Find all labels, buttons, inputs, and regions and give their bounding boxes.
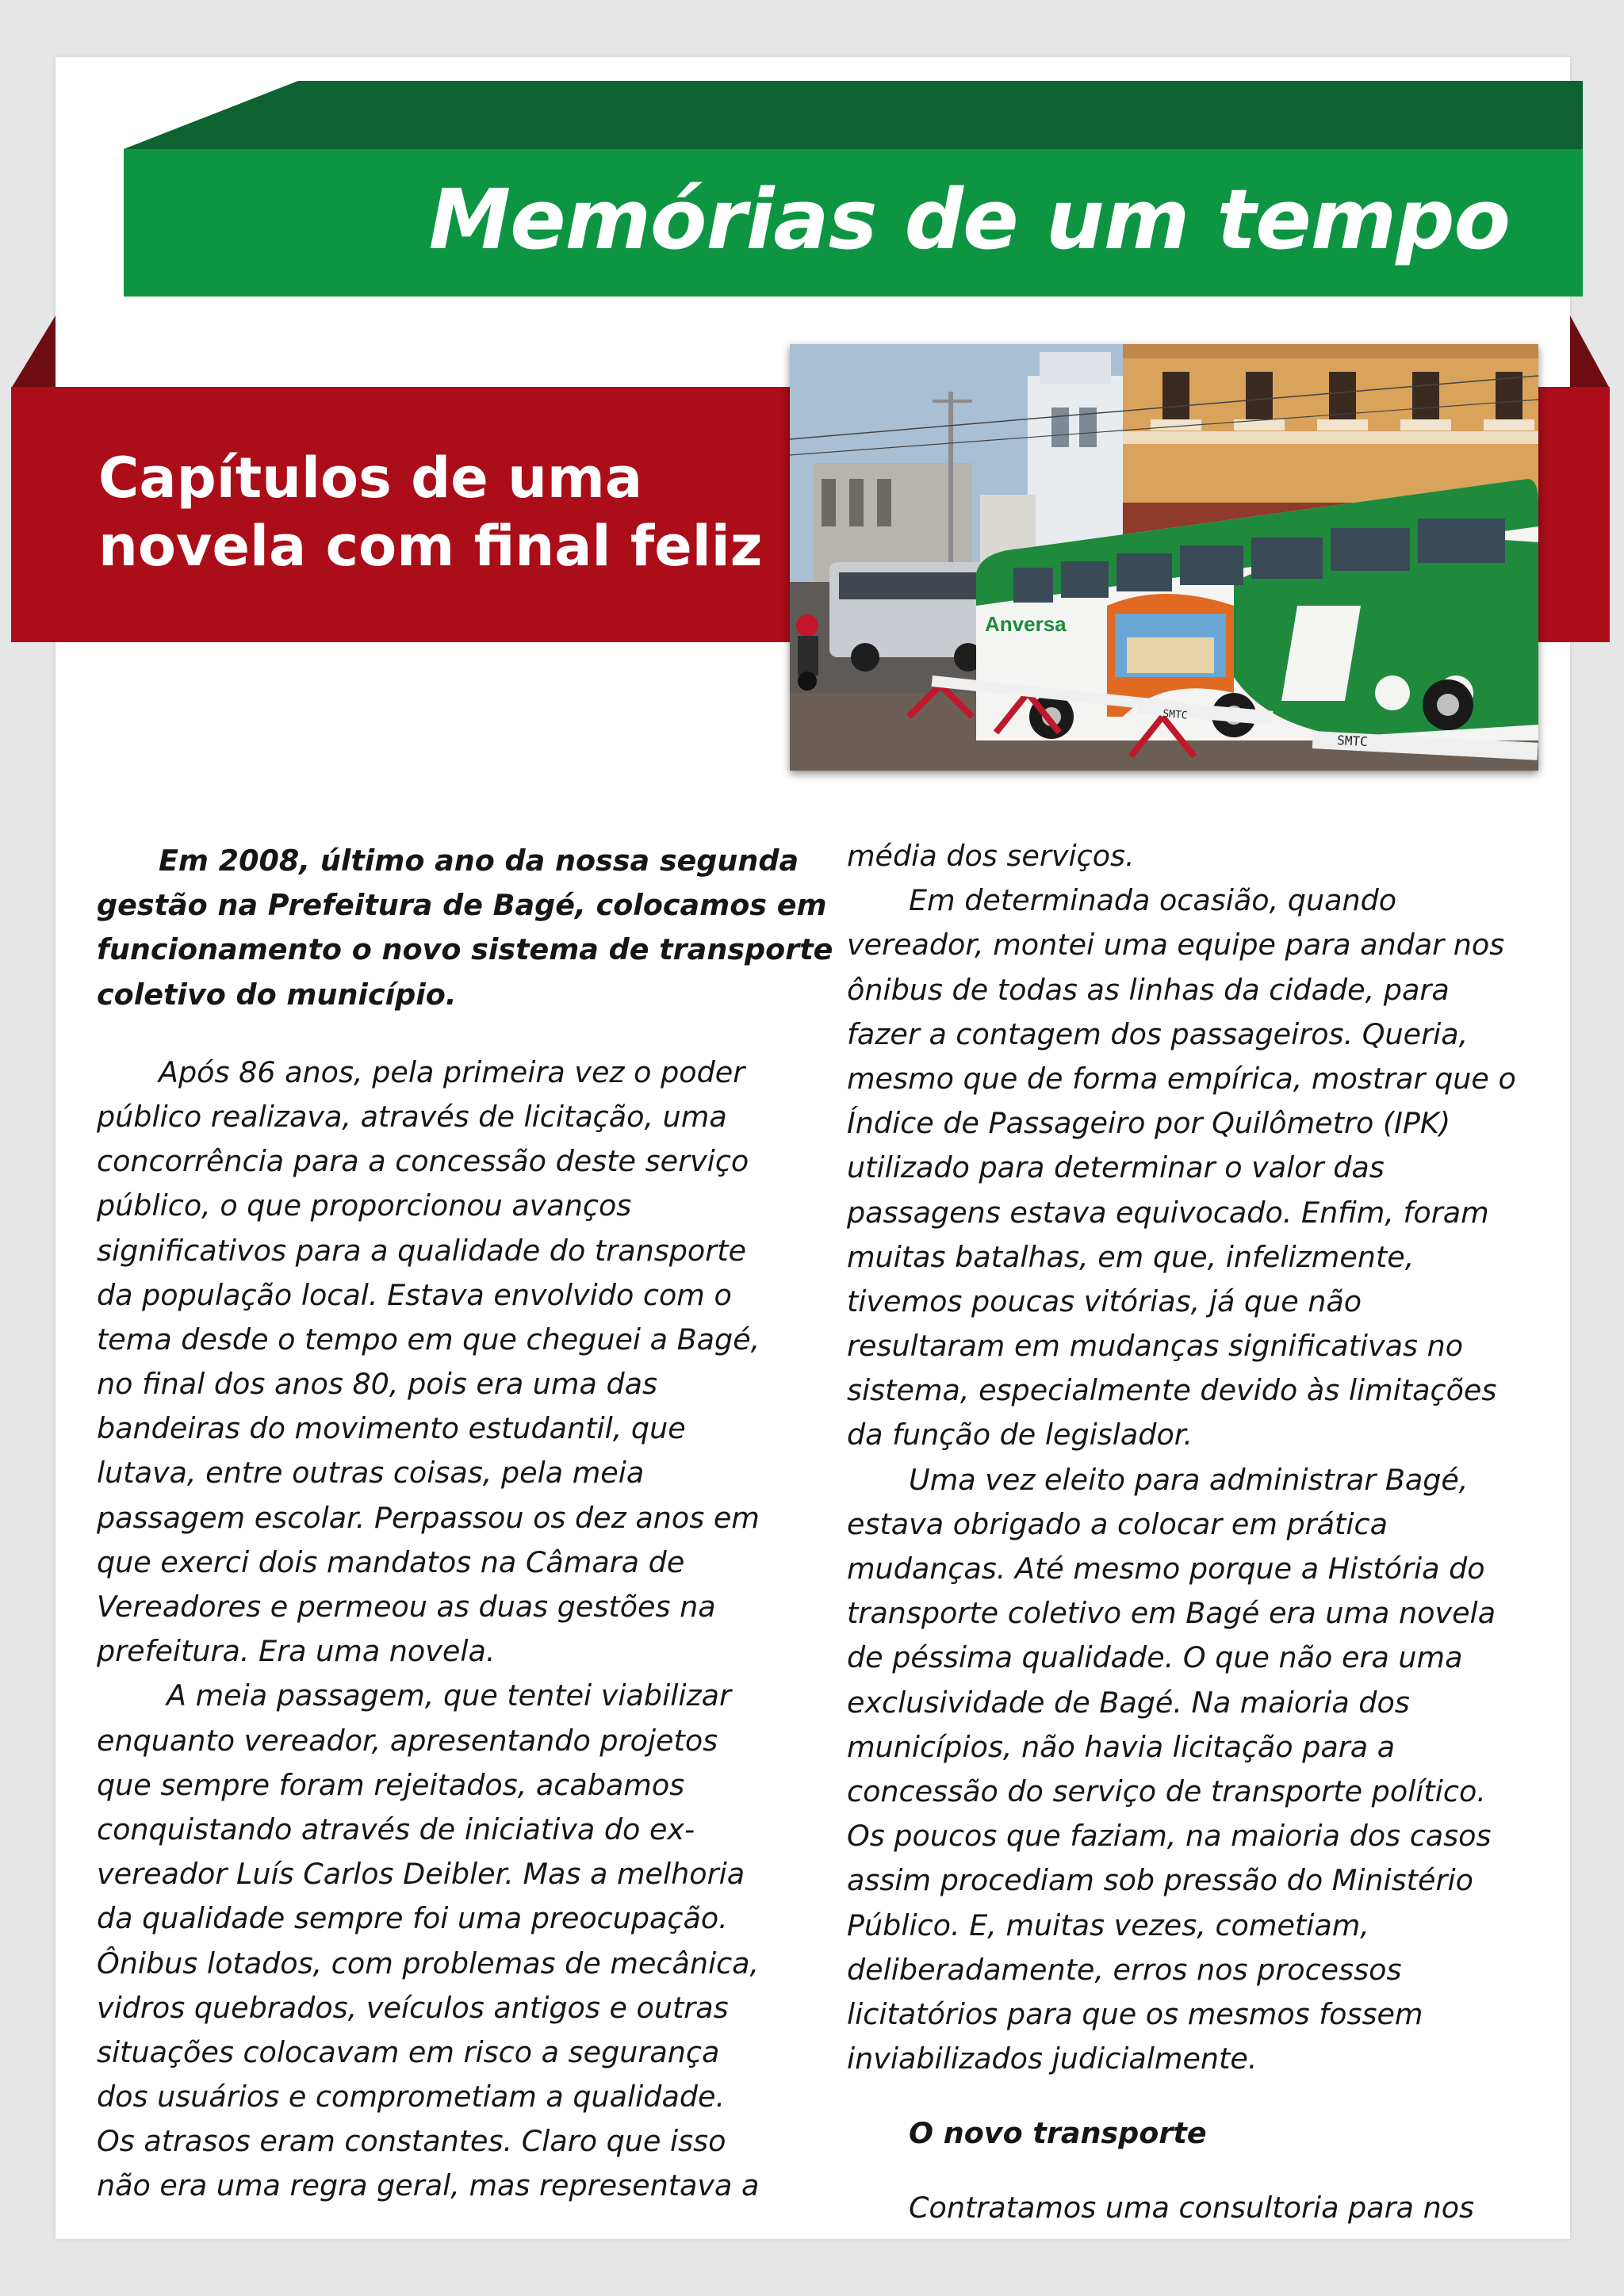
text-line: prefeitura. Era uma novela.	[97, 1634, 496, 1669]
text-line: Em determinada ocasião, quando	[909, 883, 1397, 918]
text-line: conquistando através de iniciativa do ex-	[97, 1812, 695, 1846]
text-line: passagem escolar. Perpassou os dez anos em	[97, 1500, 760, 1535]
text-line: tema desde o tempo em que cheguei a Bagé,	[97, 1322, 760, 1357]
text-line: concessão do serviço de transporte político.	[847, 1774, 1486, 1808]
text-line: fazer a contagem dos passageiros. Queria,	[847, 1016, 1469, 1051]
text-line: vidros quebrados, veículos antigos e outras	[97, 1990, 729, 2025]
text-line: vereador Luís Carlos Deibler. Mas a melhoria	[97, 1857, 745, 1892]
section-banner	[124, 149, 1583, 297]
text-line: ônibus de todas as linhas da cidade, para	[847, 972, 1450, 1007]
paragraph	[847, 1458, 1545, 2082]
article-title	[98, 444, 796, 580]
text-line: público realizava, através de licitação, uma	[97, 1099, 727, 1134]
text-line: Em 2008, último ano da nossa segunda	[159, 844, 799, 878]
text-line: vereador, montei uma equipe para andar nos	[847, 928, 1505, 962]
article-title-line: Capítulos de uma	[98, 446, 643, 511]
text-line: da função de legislador.	[847, 1418, 1193, 1452]
text-line: funcionamento o novo sistema de transporte	[97, 932, 833, 967]
text-line: que sempre foram rejeitados, acabamos	[97, 1767, 685, 1802]
text-line: Uma vez eleito para administrar Bagé,	[909, 1462, 1469, 1497]
text-line: municípios, não havia licitação para a	[847, 1729, 1396, 1764]
bus-photo-illustration	[790, 344, 1538, 771]
paragraph	[97, 1050, 779, 1674]
text-line: mudanças. Até mesmo porque a História do	[847, 1552, 1485, 1586]
text-line: resultaram em mudanças significativas no	[847, 1329, 1464, 1364]
text-line: no final dos anos 80, pois era uma das	[97, 1367, 658, 1402]
right-column	[847, 834, 1545, 2231]
text-line: muitas batalhas, em que, infelizmente,	[847, 1239, 1415, 1274]
text-line: da qualidade sempre foi uma preocupação.	[97, 1901, 728, 1936]
text-line: licitatórios para que os mesmos fossem	[847, 1996, 1423, 2031]
title-band-right-fold	[1570, 316, 1610, 388]
bus-brand-text: Anversa	[985, 612, 1067, 636]
paragraph-gap	[847, 2156, 1545, 2186]
text-line: situações colocavam em risco a segurança	[97, 2034, 720, 2069]
text-line: dos usuários e comprometiam a qualidade.	[97, 2080, 726, 2114]
text-line: estava obrigado a colocar em prática	[847, 1506, 1388, 1541]
bus-photo	[790, 344, 1538, 771]
text-line: deliberadamente, erros nos processos	[847, 1952, 1402, 1987]
text-line: Os poucos que faziam, na maioria dos casos	[847, 1819, 1492, 1854]
paragraph	[847, 878, 1545, 1457]
text-line: A meia passagem, que tentei viabilizar	[167, 1678, 732, 1713]
text-line: significativos para a qualidade do transporte	[97, 1233, 747, 1268]
section-title: Memórias de um tempo	[428, 171, 1510, 268]
text-line: utilizado para determinar o valor das	[847, 1150, 1385, 1185]
section-banner-fold	[124, 81, 1583, 149]
text-line: bandeiras do movimento estudantil, que	[97, 1411, 686, 1446]
text-line: Os atrasos eram constantes. Claro que isso	[97, 2124, 726, 2159]
text-line: lutava, entre outras coisas, pela meia	[97, 1456, 645, 1490]
text-line: mesmo que de forma empírica, mostrar que o	[847, 1061, 1516, 1096]
text-line: média dos serviços.	[847, 839, 1135, 873]
text-line: Índice de Passageiro por Quilômetro (IPK)	[847, 1106, 1451, 1141]
text-line: concorrência para a concessão deste serviço	[97, 1144, 749, 1179]
title-band-left-fold	[11, 316, 56, 388]
text-line: gestão na Prefeitura de Bagé, colocamos em	[97, 888, 827, 923]
text-line: tivemos poucas vitórias, já que não	[847, 1284, 1362, 1318]
text-line: Público. E, muitas vezes, cometiam,	[847, 1908, 1369, 1942]
text-line: Vereadores e permeou as duas gestões na	[97, 1590, 716, 1624]
paragraph-gap	[97, 1017, 779, 1050]
text-line: Ônibus lotados, com problemas de mecânica,	[97, 1946, 760, 1980]
subheading: O novo transporte	[909, 2116, 1207, 2151]
left-column	[97, 839, 833, 2209]
text-line: assim procediam sob pressão do Ministério	[847, 1863, 1473, 1898]
article-title-line: novela com final feliz	[98, 514, 763, 579]
text-line: enquanto vereador, apresentando projetos	[97, 1723, 718, 1758]
text-line: não era uma regra geral, mas representava a	[97, 2168, 760, 2203]
text-line: transporte coletivo em Bagé era uma novela	[847, 1596, 1496, 1631]
text-line: coletivo do município.	[97, 977, 457, 1012]
barrier-label: SMTC	[1162, 708, 1189, 722]
text-line: exclusividade de Bagé. Na maioria dos	[847, 1685, 1410, 1720]
text-line: que exerci dois mandatos na Câmara de	[97, 1544, 685, 1579]
text-line: Após 86 anos, pela primeira vez o poder	[159, 1054, 745, 1089]
paragraph-gap	[847, 2081, 1545, 2111]
barrier-label: SMTC	[1336, 733, 1369, 750]
paragraph	[97, 1674, 779, 2208]
text-line: público, o que proporcionou avanços	[97, 1188, 632, 1223]
text-line: Contratamos uma consultoria para nos	[909, 2191, 1475, 2225]
text-line: de péssima qualidade. O que não era uma	[847, 1640, 1463, 1675]
lead-paragraph	[97, 839, 833, 1017]
text-line: inviabilizados judicialmente.	[847, 2042, 1258, 2076]
text-line: sistema, especialmente devido às limitações	[847, 1373, 1497, 1408]
text-line: da população local. Estava envolvido com o	[97, 1277, 732, 1312]
text-line: passagens estava equivocado. Enfim, foram	[847, 1195, 1489, 1230]
